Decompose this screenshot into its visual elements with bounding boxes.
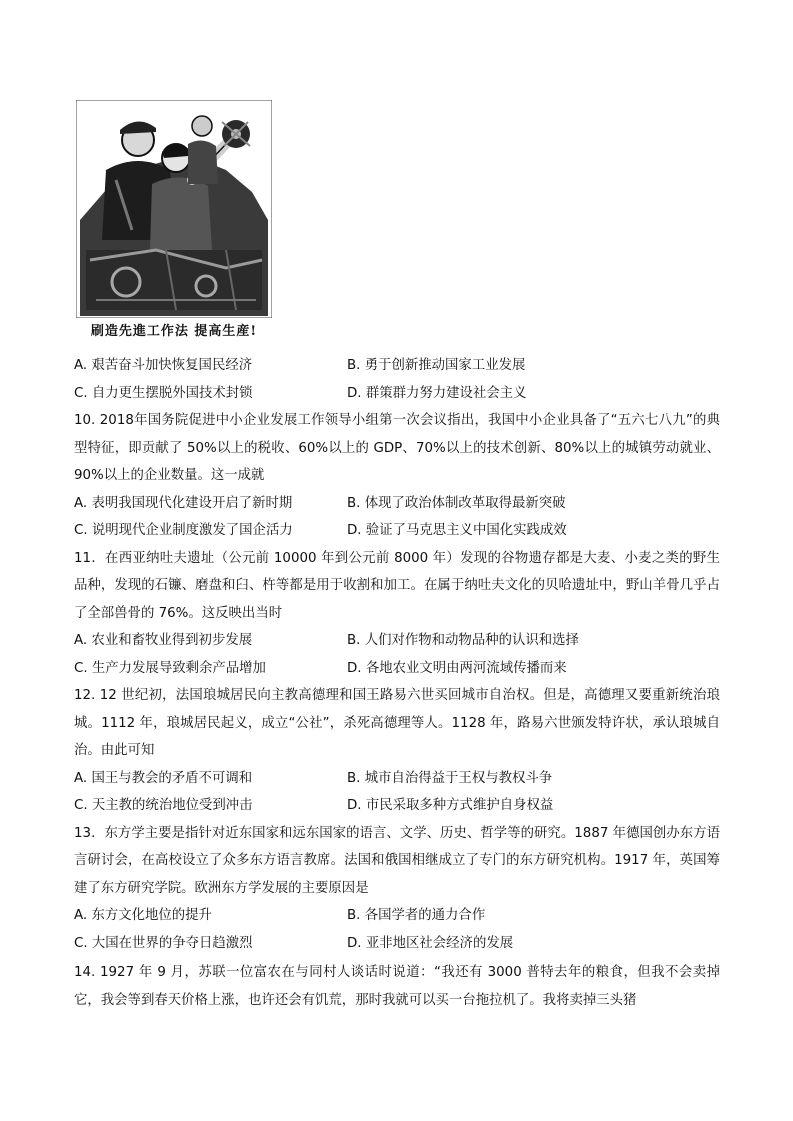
question-9 (74, 352, 720, 407)
option-a[interactable]: A. 艰苦奋斗加快恢复国民经济 (74, 358, 253, 373)
option-c[interactable]: C. 自力更生摆脱外国技术封锁 (74, 385, 253, 401)
option-b[interactable]: B. 体现了政治体制改革取得最新突破 (347, 495, 566, 511)
question-stem: 14. 1927 年 9 月，苏联一位富农在与同村人谈话时说道：“我还有 3000 普特去年的粮食，但我不会卖掉它，我会等到春天价格上涨，也许还会有饥荒，那时我就可以买一台拖拉机了。我将卖掉三头猪 (74, 965, 720, 1008)
option-d[interactable]: D. 市民采取多种方式维护自身权益 (347, 798, 554, 813)
poster-caption: 刷造先進工作法 提高生産! (90, 324, 258, 339)
option-row (74, 490, 720, 518)
option-row (74, 655, 720, 683)
question-stem: 12. 12 世纪初，法国琅城居民向主教高德理和国王路易六世买回城市自治权。但是，高德理又要重新统治琅城。1112 年，琅城居民起义，成立“公社”，杀死高德理等人。1128 年，路易六世颁发特许状，承认琅城自治。由此可知 (74, 688, 720, 758)
option-a[interactable]: A. 国王与教会的矛盾不可调和 (74, 770, 253, 786)
question-13 (74, 820, 720, 958)
option-row (74, 627, 720, 655)
option-row (74, 902, 720, 930)
option-row (74, 352, 720, 380)
option-c[interactable]: C. 生产力发展导致剩余产品增加 (74, 660, 266, 676)
option-b[interactable]: B. 勇于创新推动国家工业发展 (347, 358, 526, 373)
option-d[interactable]: D. 亚非地区社会经济的发展 (347, 935, 514, 951)
option-d[interactable]: D. 验证了马克思主义中国化实践成效 (347, 523, 567, 538)
question-12 (74, 682, 720, 820)
option-a[interactable]: A. 东方文化地位的提升 (74, 908, 212, 923)
option-a[interactable]: A. 农业和畜牧业得到初步发展 (74, 633, 253, 648)
option-row (74, 380, 720, 408)
option-row (74, 765, 720, 793)
option-c[interactable]: C. 大国在世界的争夺日趋激烈 (74, 935, 253, 951)
option-b[interactable]: B. 各国学者的通力合作 (347, 908, 486, 923)
option-row (74, 792, 720, 820)
option-b[interactable]: B. 人们对作物和动物品种的认识和选择 (347, 633, 579, 648)
option-c[interactable]: C. 说明现代企业制度激发了国企活力 (74, 523, 293, 538)
option-c[interactable]: C. 天主教的统治地位受到冲击 (74, 798, 253, 813)
question-list (74, 352, 720, 1014)
question-10 (74, 407, 720, 545)
question-stem: 10. 2018年国务院促进中小企业发展工作领导小组第一次会议指出，我国中小企业具备了“五六七八九”的典型特征，即贡献了 50%以上的税收、60%以上的 GDP、70%以上的技术创新、80%以上的城镇劳动就业、90%以上的企业数量。这一成就 (74, 413, 720, 483)
question-14 (74, 957, 720, 1014)
option-row (74, 517, 720, 545)
option-row (74, 930, 720, 958)
option-b[interactable]: B. 城市自治得益于王权与教权斗争 (347, 770, 553, 786)
propaganda-poster (76, 100, 272, 340)
question-11 (74, 545, 720, 683)
question-stem: 11．在西亚纳吐夫遗址（公元前 10000 年到公元前 8000 年）发现的谷物遗存都是大麦、小麦之类的野生品种，发现的石镰、磨盘和臼、杵等都是用于收割和加工。在属于纳吐夫文化的贝哈遗址中，野山羊骨几乎占了全部兽骨的 76%。这反映出当时 (74, 550, 720, 621)
option-a[interactable]: A. 表明我国现代化建设开启了新时期 (74, 495, 293, 511)
poster-illustration (76, 100, 272, 318)
option-d[interactable]: D. 群策群力努力建设社会主义 (347, 385, 527, 401)
question-stem: 13．东方学主要是指针对近东国家和远东国家的语言、文学、历史、哲学等的研究。1887 年德国创办东方语言研讨会，在高校设立了众多东方语言教席。法国和俄国相继成立了专门的东方研究机构。1917 年，英国筹建了东方研究学院。欧洲东方学发展的主要原因是 (74, 825, 720, 896)
option-d[interactable]: D. 各地农业文明由两河流域传播而来 (347, 660, 567, 676)
